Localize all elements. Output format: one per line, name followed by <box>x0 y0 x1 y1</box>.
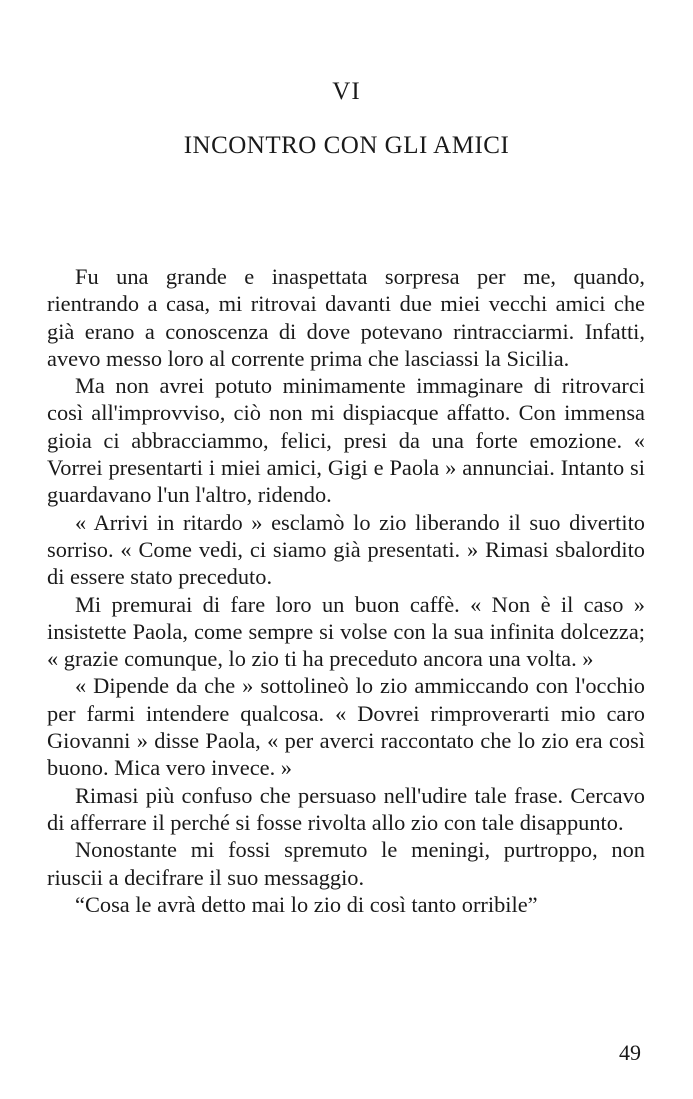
paragraph: Nonostante mi fossi spremuto le meningi, purtroppo, non riuscii a decifrare il suo messaggio. <box>47 837 645 890</box>
paragraph: Fu una grande e inaspettata sorpresa per me, quando, rientrando a casa, mi ritrovai davanti due miei vecchi amici che già erano a conoscenza di dove potevano rintracciarmi. Infatti, avevo messo loro al corrente prima che lasciassi la Sicilia. <box>47 264 645 371</box>
paragraph: « Arrivi in ritardo » esclamò lo zio liberando il suo divertito sorriso. « Come vedi, ci siamo già presentati. » Rimasi sbalordito di essere stato preceduto. <box>47 509 645 590</box>
paragraph: Ma non avrei potuto minimamente immaginare di ritrovarci così all'improvviso, ciò non mi dispiacque affatto. Con immensa gioia ci abbracciammo, felici, presi da una forte emozione. « Vorrei presentarti i miei amici, Gigi e Paola » annunciai. Intanto si guardavano l'un l'altro, ridendo. <box>47 373 645 508</box>
chapter-number: VI <box>332 78 361 105</box>
paragraph: Mi premurai di fare loro un buon caffè. « Non è il caso » insistette Paola, come sempre si volse con la sua infinita dolcezza; « grazie comunque, lo zio ti ha preceduto ancora una volta. » <box>47 591 645 672</box>
page-number: 49 <box>619 1040 641 1065</box>
paragraph: Rimasi più confuso che persuaso nell'udire tale frase. Cercavo di afferrare il perché si fosse rivolta allo zio con tale disappunto. <box>47 782 645 835</box>
chapter-title: INCONTRO CON GLI AMICI <box>183 132 510 159</box>
paragraph: “Cosa le avrà detto mai lo zio di così tanto orribile” <box>75 891 538 917</box>
chapter-body <box>47 263 645 918</box>
paragraph: « Dipende da che » sottolineò lo zio ammiccando con l'occhio per farmi intendere qualcosa. « Dovrei rimproverarti mio caro Giovanni » disse Paola, « per averci raccontato che lo zio era così buono. Mica vero invece. » <box>47 673 645 781</box>
